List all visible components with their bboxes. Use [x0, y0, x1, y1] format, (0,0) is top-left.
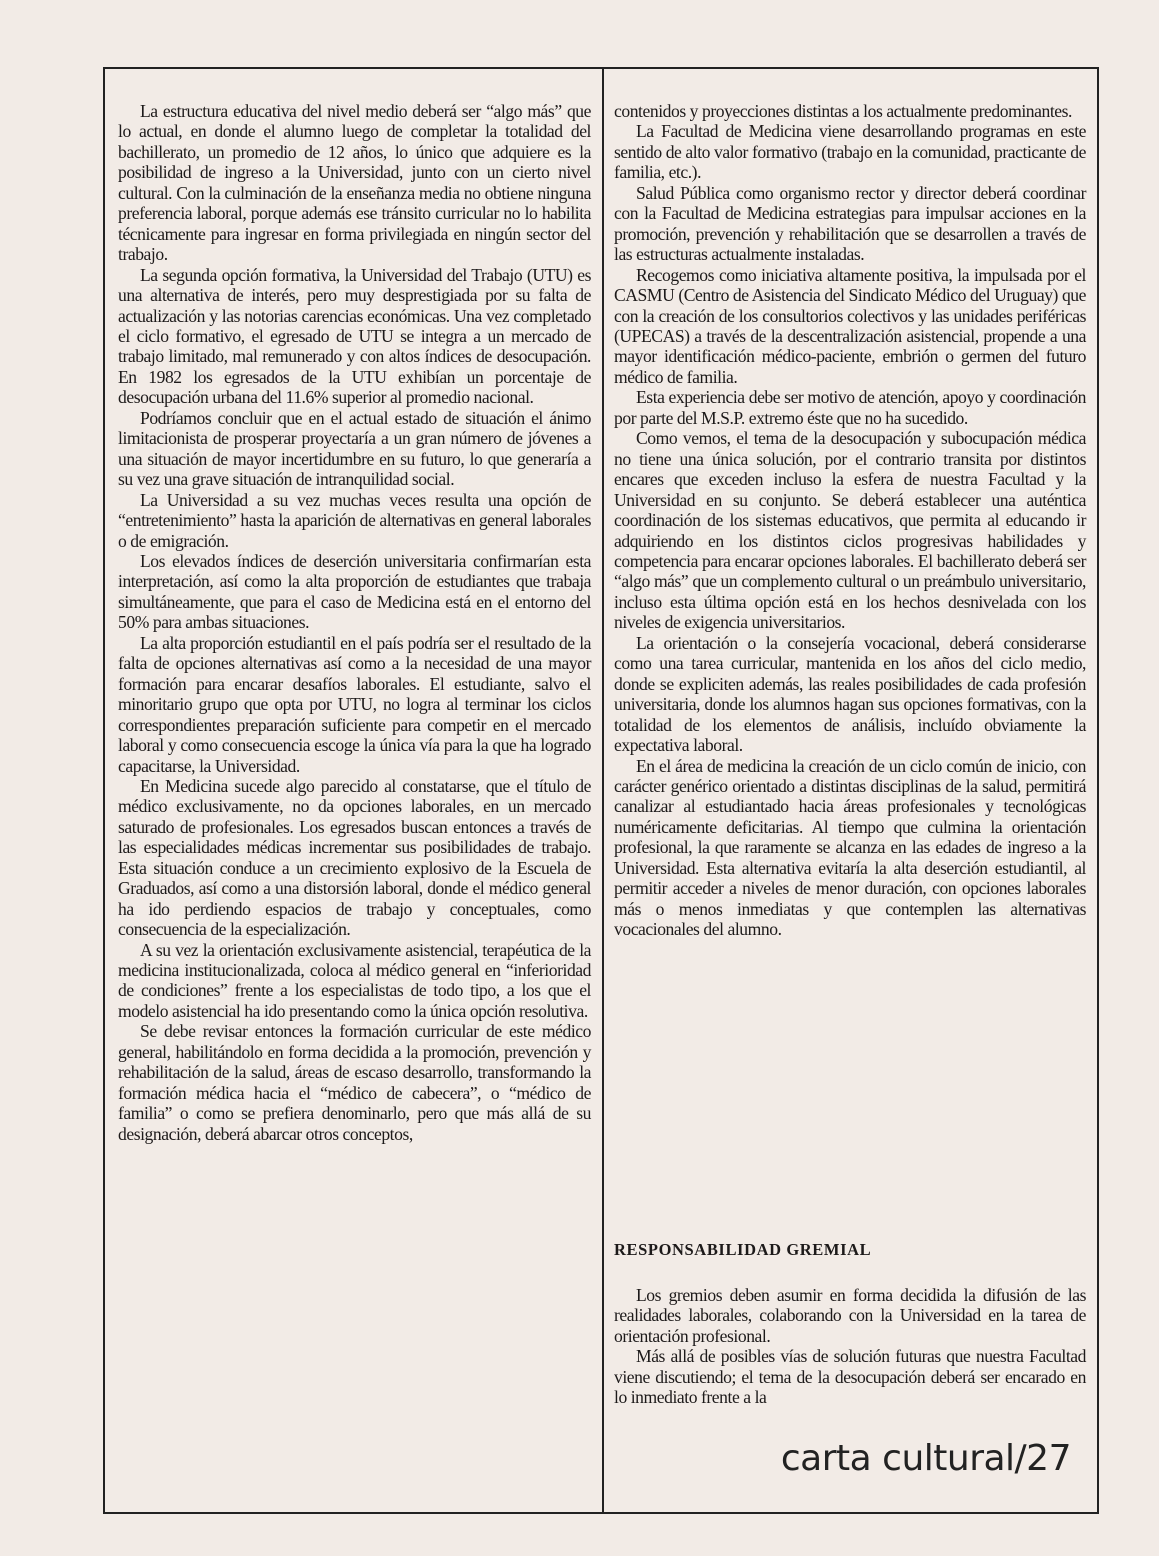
paragraph: Los elevados índices de deserción universitaria confirmarían esta interpretación, así como la alta proporción de estudiantes que trabaja simultáneamente, que para el caso de Medicina está en el entorno del 50% para ambas situaciones. [118, 550, 591, 633]
right-column [614, 101, 1086, 940]
paragraph: Más allá de posibles vías de solución futuras que nuestra Facultad viene discutiendo; el tema de la desocupación deberá ser encarado en lo inmediato frente a la [614, 1346, 1086, 1408]
paragraph: La estructura educativa del nivel medio deberá ser “algo más” que lo actual, en donde el alumno luego de completar la totalidad del bachillerato, un promedio de 12 años, lo único que adquiere es la posibilidad de ingreso a la Universidad, junto con un cierto nivel cultural. Con la culminación de la enseñanza media no obtiene ninguna preferencia laboral, porque además ese tránsito curricular no lo habilita técnicamente para ingresar en forma privilegiada en ningún sector del trabajo. [118, 101, 591, 265]
paragraph: A su vez la orientación exclusivamente asistencial, terapéutica de la medicina institucionalizada, coloca al médico general en “inferioridad de condiciones” frente a los especialistas de todo tipo, a los que el modelo asistencial ha ido presentando como la única opción resolutiva. [118, 939, 591, 1021]
paragraph: La alta proporción estudiantil en el país podría ser el resultado de la falta de opciones alternativas así como a la necesidad de una mayor formación para encarar desafíos laborales. El estudiante, salvo el minoritario grupo que opta por UTU, no logra al terminar los ciclos correspondientes preparación suficiente para competir en el mercado laboral y como consecuencia escoge la única vía para la que ha logrado capacitarse, la Universidad. [118, 632, 591, 776]
paragraph: La segunda opción formativa, la Universidad del Trabajo (UTU) es una alternativa de interés, pero muy desprestigiada por su falta de actualización y las notorias carencias económicas. Una vez completado el ciclo formativo, el egresado de UTU se integra a un mercado de trabajo limitado, mal remunerado y con altos índices de desocupación. En 1982 los egresados de la UTU exhibían un porcentaje de desocupación urbana del 11.6% superior al promedio nacional. [118, 264, 591, 408]
section-body [614, 1285, 1086, 1408]
paragraph: La Universidad a su vez muchas veces resulta una opción de “entretenimiento” hasta la aparición de alternativas en general laborales o de emigración. [118, 489, 591, 551]
paragraph: Los gremios deben asumir en forma decidida la difusión de las realidades laborales, colaborando con la Universidad en la tarea de orientación profesional. [614, 1285, 1086, 1346]
page-footer: carta cultural/27 [780, 1438, 1071, 1479]
left-column [118, 101, 591, 1144]
paragraph: La Facultad de Medicina viene desarrollando programas en este sentido de alto valor formativo (trabajo en la comunidad, practicante de familia, etc.). [614, 121, 1086, 183]
paragraph: Recogemos como iniciativa altamente positiva, la impulsada por el CASMU (Centro de Asistencia del Sindicato Médico del Uruguay) que con la creación de los consultorios colectivos y las unidades periféricas (UPECAS) a través de la descentralización asistencial, propende a una mayor identificación médico-paciente, embrión o germen del futuro médico de familia. [614, 264, 1086, 387]
paragraph: En el área de medicina la creación de un ciclo común de inicio, con carácter genérico orientado a distintas disciplinas de la salud, permitirá canalizar al estudiantado hacia áreas profesionales y tecnológicas numéricamente deficitarias. Al tiempo que culmina la orientación profesional, la que raramente se alcanza en las edades de ingreso a la Universidad. Esta alternativa evitaría la alta deserción estudiantil, al permitir acceder a niveles de menor duración, con opciones laborales más o menos inmediatas y que contemplen las alternativas vocacionales del alumno. [614, 755, 1086, 940]
paragraph: Como vemos, el tema de la desocupación y subocupación médica no tiene una única solución, por el contrario transita por distintos encares que exceden incluso la esfera de nuestra Facultad y la Universidad en su conjunto. Se deberá establecer una auténtica coordinación de los sistemas educativos, que permita al educando ir adquiriendo en los distintos ciclos progresivas habilidades y competencia para encarar opciones laborales. El bachillerato deberá ser “algo más” que un complemento cultural o un preámbulo universitario, incluso esta última opción está en los hechos desnivelada con los niveles de exigencia universitarios. [614, 428, 1086, 633]
paragraph: Podríamos concluir que en el actual estado de situación el ánimo limitacionista de prosperar proyectaría a un gran número de jóvenes a una situación de mayor incertidumbre en su futuro, lo que generaría a su vez una grave situación de intranquilidad social. [118, 407, 591, 490]
paragraph: Se debe revisar entonces la formación curricular de este médico general, habilitándolo en forma decidida a la promoción, prevención y rehabilitación de la salud, áreas de escaso desarrollo, transformando la formación médica hacia el “médico de cabecera”, o “médico de familia” o como se prefiera denominarlo, pero que más allá de su designación, deberá abarcar otros conceptos, [118, 1021, 591, 1144]
column-divider [602, 67, 604, 1514]
paragraph: La orientación o la consejería vocacional, deberá considerarse como una tarea curricular, mantenida en los años del ciclo medio, donde se expliciten además, las reales posibilidades de cada profesión universitaria, donde los alumnos hagan sus opciones formativas, con la totalidad de los elementos de análisis, incluído obviamente la expectativa laboral. [614, 632, 1086, 756]
paragraph: En Medicina sucede algo parecido al constatarse, que el título de médico exclusivamente, no da opciones laborales, en un mercado saturado de profesionales. Los egresados buscan entonces a través de las especialidades médicas incrementar sus posibilidades de trabajo. Esta situación conduce a un crecimiento explosivo de la Escuela de Graduados, así como a una distorsión laboral, donde el médico general ha ido perdiendo espacios de trabajo y conceptuales, como consecuencia de la especialización. [118, 775, 591, 940]
section-heading: RESPONSABILIDAD GREMIAL [614, 1240, 872, 1259]
paragraph: Esta experiencia debe ser motivo de atención, apoyo y coordinación por parte del M.S.P. extremo éste que no ha sucedido. [614, 387, 1086, 428]
paragraph: contenidos y proyecciones distintas a los actualmente predominantes. [614, 101, 1072, 121]
paragraph: Salud Pública como organismo rector y director deberá coordinar con la Facultad de Medicina estrategias para impulsar acciones en la promoción, prevención y rehabilitación que se desarrollen a través de las estructuras actualmente instaladas. [614, 182, 1086, 265]
